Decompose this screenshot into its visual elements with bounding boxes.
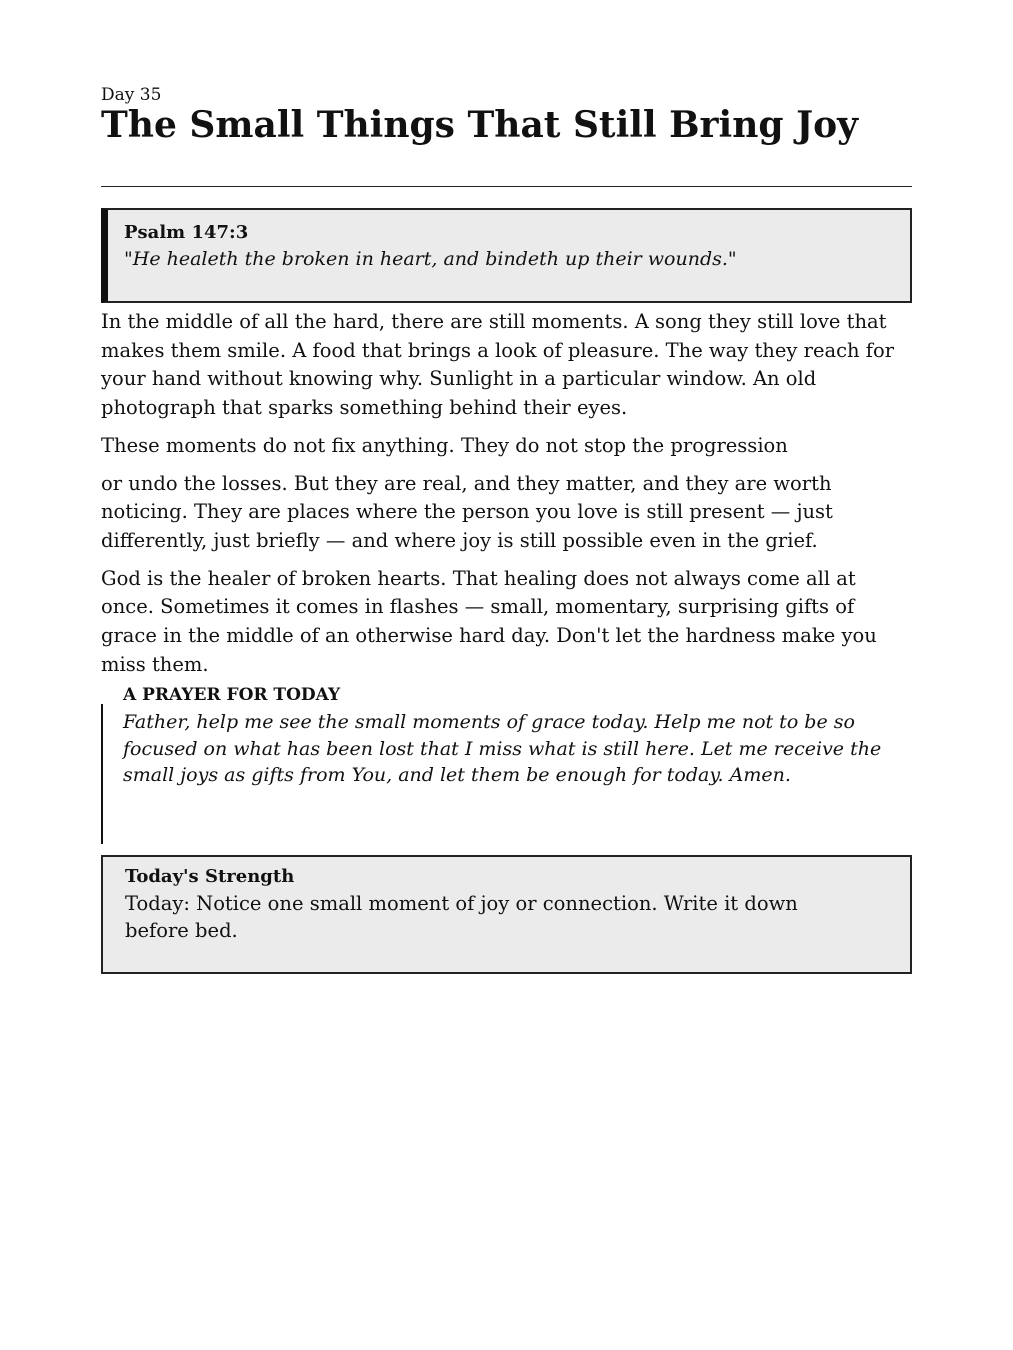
prayer-accent-line [101,704,103,844]
close-quote: " [727,248,737,270]
body-paragraph: God is the healer of broken hearts. That healing does not always come all at once. Sometimes it comes in flashes — small, momentary, surprising gifts of grace in the middle of an otherwise hard day. Don't let the hardness make you miss them. [101,566,877,676]
open-quote: " [124,248,133,270]
strength-heading: Today's Strength [125,866,295,888]
todays-strength-box [101,855,912,974]
day-label: Day 35 [101,85,162,105]
prayer-heading: A PRAYER FOR TODAY [123,685,341,706]
devotional-page [101,84,912,974]
prayer-section [101,684,912,844]
scripture-box [101,208,912,303]
prayer-text: Father, help me see the small moments of grace today. Help me not to be so focused on what has been lost that I miss what is still here. Let me receive the small joys as gifts from You, and let them be enough for today. Amen. [123,711,882,787]
body-paragraph: or undo the losses. But they are real, and they matter, and they are worth noticing. They are places where the person you love is still present — just differently, just briefly — and where joy is still possible even in the grief. [101,471,833,552]
page-title: The Small Things That Still Bring Joy [101,104,859,146]
scripture-text [124,245,894,273]
body-paragraph: In the middle of all the hard, there are still moments. A song they still love that makes them smile. A food that brings a look of pleasure. The way they reach for your hand without knowing why. Sunlight in a particular window. An old photograph that sparks something behind their eyes. [101,310,895,420]
strength-text: Today: Notice one small moment of joy or connection. Write it down before bed. [125,892,798,943]
scripture-reference: Psalm 147:3 [124,222,249,243]
title-divider [101,186,912,187]
body-paragraph: These moments do not fix anything. They do not stop the progression [101,433,788,457]
scripture-verse: He healeth the broken in heart, and bindeth up their wounds. [132,248,728,270]
